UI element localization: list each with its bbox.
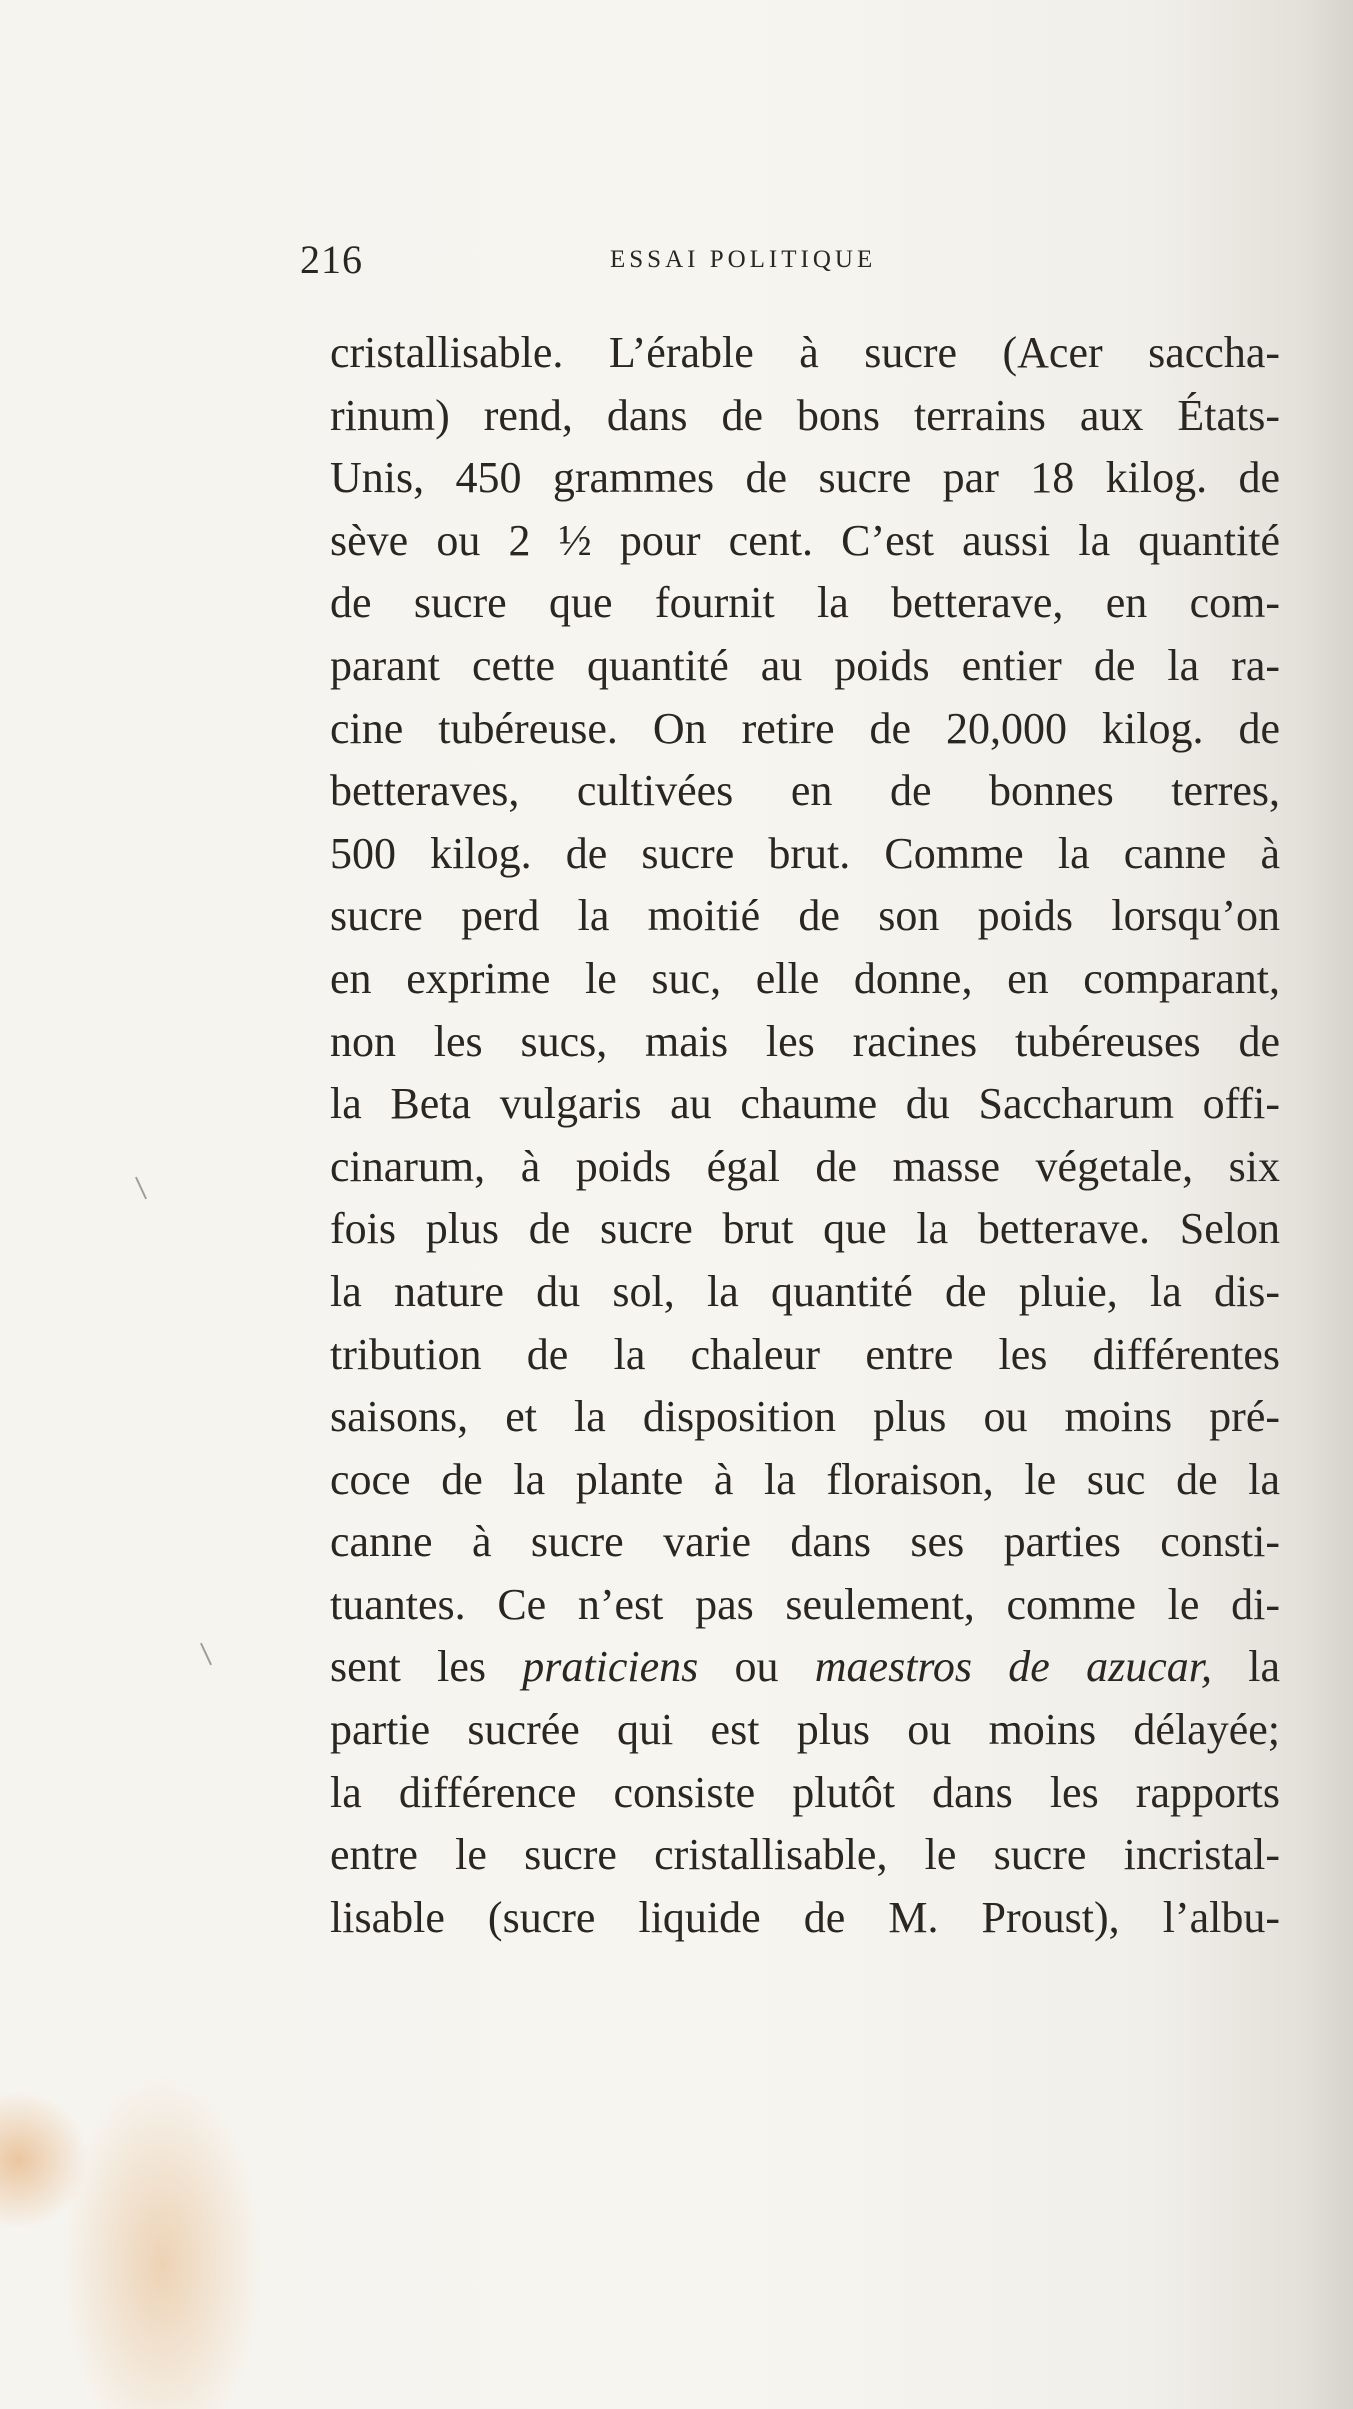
- line-text: la nature du sol, la quantité de pluie, la dis-: [330, 1266, 1280, 1316]
- line-text: partie sucrée qui est plus ou moins délayée;: [330, 1705, 1280, 1755]
- line-text: saisons, et la disposition plus ou moins pré-: [330, 1392, 1280, 1442]
- line-text: la Beta vulgaris au chaume du Saccharum offi-: [330, 1079, 1280, 1129]
- text-line: [330, 385, 1280, 448]
- text-line: [330, 885, 1280, 948]
- line-text: canne à sucre varie dans ses parties consti-: [330, 1517, 1280, 1567]
- line-text: de sucre que fournit la betterave, en com-: [330, 578, 1280, 628]
- text-line: [330, 1574, 1280, 1637]
- line-text: cinarum, à poids égal de masse végetale, six: [330, 1141, 1280, 1191]
- line-text: tuantes. Ce n’est pas seulement, comme le di-: [330, 1579, 1280, 1629]
- margin-mark: [200, 1643, 212, 1666]
- text-line: [330, 1136, 1280, 1199]
- line-text: lisable (sucre liquide de M. Proust), l’albu-: [330, 1892, 1280, 1942]
- line-text: rinum) rend, dans de bons terrains aux États-: [330, 390, 1280, 440]
- line-text: coce de la plante à la floraison, le suc de la: [330, 1454, 1280, 1504]
- line-text: fois plus de sucre brut que la betterave. Selon: [330, 1204, 1280, 1254]
- line-text: 500 kilog. de sucre brut. Comme la canne à: [330, 828, 1280, 878]
- text-line: [330, 1824, 1280, 1887]
- text-line: [330, 823, 1280, 886]
- line-text: la différence consiste plutôt dans les rapports: [330, 1767, 1280, 1817]
- page-number: 216: [300, 237, 363, 282]
- text-line: [330, 760, 1280, 823]
- text-line: [330, 1636, 1280, 1699]
- text-line: [330, 948, 1280, 1011]
- text-line: [330, 698, 1280, 761]
- line-text: parant cette quantité au poids entier de la ra-: [330, 640, 1280, 690]
- line-text: betteraves, cultivées en de bonnes terres,: [330, 766, 1280, 816]
- text-line: [330, 1449, 1280, 1512]
- line-text: non les sucs, mais les racines tubéreuses de: [330, 1016, 1280, 1066]
- text-line: [330, 1511, 1280, 1574]
- line-text: tribution de la chaleur entre les différentes: [330, 1329, 1280, 1379]
- text-line: [330, 1261, 1280, 1324]
- line-text: sève ou 2 ½ pour cent. C’est aussi la quantité: [330, 515, 1280, 565]
- text-line: [330, 1324, 1280, 1387]
- paper-stain: [0, 2090, 90, 2230]
- body-text: [330, 322, 1280, 1949]
- text-line: [330, 1073, 1280, 1136]
- line-text: Unis, 450 grammes de sucre par 18 kilog. de: [330, 453, 1280, 503]
- text-line: [330, 1386, 1280, 1449]
- italic-text: praticiens: [522, 1642, 699, 1692]
- line-text: cristallisable. L’érable à sucre (Acer saccha-: [330, 328, 1280, 377]
- margin-mark: [135, 1177, 147, 1200]
- italic-text: maestros de azucar,: [814, 1642, 1212, 1692]
- line-text: en exprime le suc, elle donne, en comparant,: [330, 953, 1280, 1003]
- text-line: [330, 1762, 1280, 1825]
- text-line: [330, 1011, 1280, 1074]
- line-text: ou: [698, 1642, 815, 1692]
- text-line: [330, 1198, 1280, 1261]
- line-text: sent les: [330, 1642, 523, 1692]
- text-line: [330, 572, 1280, 635]
- text-line: [330, 322, 1280, 385]
- text-line: [330, 635, 1280, 698]
- line-text: sucre perd la moitié de son poids lorsqu’on: [330, 891, 1280, 941]
- running-title: ESSAI POLITIQUE: [610, 246, 877, 273]
- line-text: entre le sucre cristallisable, le sucre incristal-: [330, 1830, 1280, 1880]
- running-head: [300, 236, 1320, 296]
- line-text: cine tubéreuse. On retire de 20,000 kilog. de: [330, 703, 1280, 753]
- line-text: la: [1211, 1642, 1280, 1692]
- text-line: [330, 1699, 1280, 1762]
- text-line: [330, 510, 1280, 573]
- text-line: [330, 447, 1280, 510]
- text-line: [330, 1887, 1280, 1950]
